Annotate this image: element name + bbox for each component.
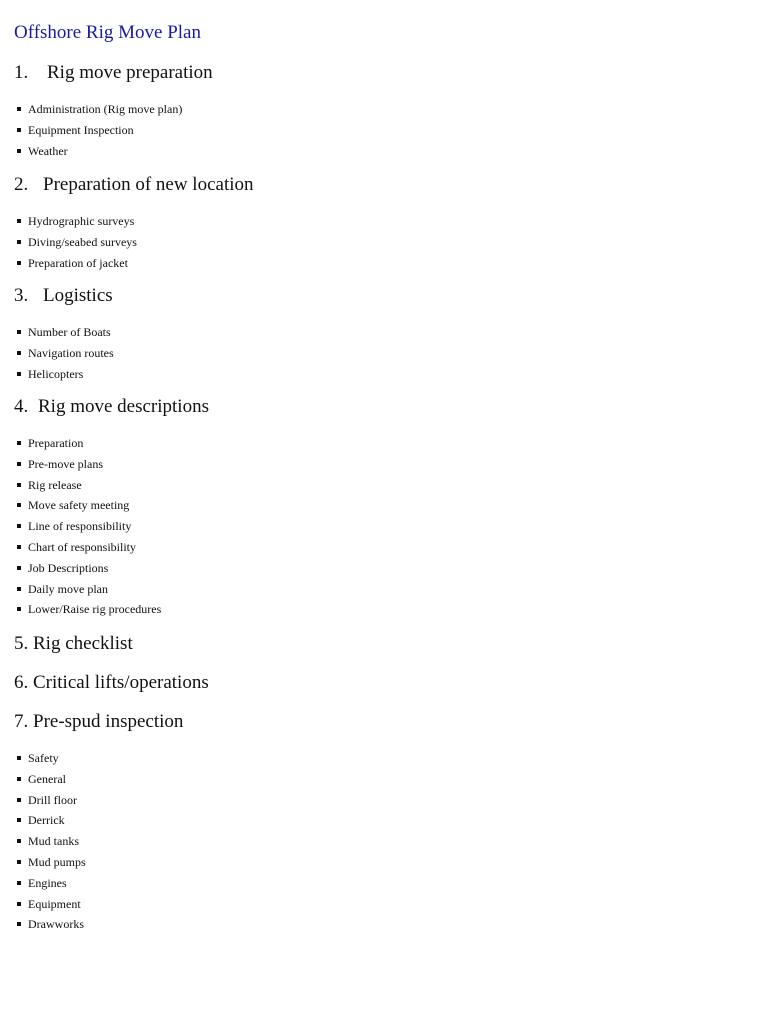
list-item-text: Preparation of jacket — [28, 255, 128, 270]
section-item-list — [14, 433, 161, 620]
list-item-text: Lower/Raise rig procedures — [28, 602, 162, 617]
list-item — [14, 810, 86, 831]
list-item-text: Move safety meeting — [28, 498, 130, 513]
list-item-text: Navigation routes — [28, 345, 114, 360]
list-item — [14, 433, 161, 454]
bullet-icon — [17, 777, 21, 781]
section-number: 7. — [14, 711, 29, 732]
section-number: 4. — [14, 396, 29, 417]
section-number: 1. — [14, 62, 29, 83]
section-heading — [14, 709, 183, 735]
list-item-text: Equipment — [28, 896, 81, 911]
bullet-icon — [17, 587, 21, 591]
bullet-icon — [17, 351, 21, 355]
section-heading — [14, 172, 254, 198]
bullet-icon — [17, 503, 21, 507]
section-title: Pre-spud inspection — [33, 711, 184, 732]
list-item-text: Weather — [28, 143, 68, 158]
list-item-text: Diving/seabed surveys — [28, 234, 137, 249]
list-item — [14, 343, 114, 364]
list-item-text: Hydrographic surveys — [28, 214, 135, 228]
list-item-text: Equipment Inspection — [28, 122, 134, 137]
list-item — [14, 253, 137, 274]
list-item — [14, 914, 86, 935]
list-item-text: General — [28, 771, 66, 786]
list-item-text: Derrick — [28, 813, 65, 828]
list-item-text: Drill floor — [28, 792, 77, 807]
bullet-icon — [17, 524, 21, 528]
bullet-icon — [17, 107, 21, 111]
bullet-icon — [17, 839, 21, 843]
list-item-text: Engines — [28, 875, 67, 890]
list-item — [14, 364, 114, 385]
section-number: 5. — [14, 633, 29, 654]
list-item — [14, 475, 161, 496]
section-heading — [14, 670, 209, 696]
section-item-list — [14, 322, 114, 384]
bullet-icon — [17, 881, 21, 885]
list-item-text: Pre-move plans — [28, 456, 103, 471]
bullet-icon — [17, 372, 21, 376]
bullet-icon — [17, 128, 21, 132]
section-heading — [14, 283, 113, 309]
section-title: Preparation of new location — [43, 174, 254, 195]
list-item — [14, 769, 86, 790]
list-item-text: Preparation — [28, 436, 84, 450]
bullet-icon — [17, 798, 21, 802]
bullet-icon — [17, 545, 21, 549]
list-item — [14, 579, 161, 600]
list-item — [14, 894, 86, 915]
bullet-icon — [17, 261, 21, 265]
bullet-icon — [17, 219, 21, 223]
list-item-text: Rig release — [28, 477, 82, 492]
bullet-icon — [17, 441, 21, 445]
section-heading — [14, 60, 213, 86]
list-item — [14, 516, 161, 537]
section-heading — [14, 631, 133, 657]
list-item — [14, 211, 137, 232]
list-item-text: Administration (Rig move plan) — [28, 102, 183, 116]
bullet-icon — [17, 149, 21, 153]
list-item — [14, 831, 86, 852]
page-title: Offshore Rig Move Plan — [14, 22, 201, 43]
list-item — [14, 599, 161, 620]
bullet-icon — [17, 860, 21, 864]
list-item — [14, 120, 182, 141]
list-item — [14, 232, 137, 253]
list-item-text: Drawworks — [28, 917, 84, 932]
list-item-text: Mud pumps — [28, 854, 86, 869]
section-heading — [14, 394, 209, 420]
list-item — [14, 790, 86, 811]
list-item-text: Daily move plan — [28, 581, 108, 596]
bullet-icon — [17, 462, 21, 466]
list-item — [14, 852, 86, 873]
section-item-list — [14, 99, 182, 161]
list-item-text: Safety — [28, 751, 59, 765]
section-title: Logistics — [43, 285, 113, 306]
bullet-icon — [17, 607, 21, 611]
list-item — [14, 322, 114, 343]
list-item — [14, 99, 182, 120]
list-item-text: Mud tanks — [28, 834, 79, 849]
list-item — [14, 141, 182, 162]
section-number: 6. — [14, 672, 29, 693]
list-item-text: Helicopters — [28, 366, 84, 381]
section-item-list — [14, 748, 86, 935]
list-item-text: Line of responsibility — [28, 519, 132, 534]
list-item — [14, 537, 161, 558]
bullet-icon — [17, 902, 21, 906]
list-item — [14, 748, 86, 769]
section-number: 3. — [14, 285, 29, 306]
section-title: Rig checklist — [33, 633, 133, 654]
bullet-icon — [17, 818, 21, 822]
section-item-list — [14, 211, 137, 273]
list-item — [14, 454, 161, 475]
list-item — [14, 495, 161, 516]
list-item-text: Job Descriptions — [28, 560, 109, 575]
section-title: Critical lifts/operations — [33, 672, 209, 693]
bullet-icon — [17, 240, 21, 244]
bullet-icon — [17, 330, 21, 334]
list-item — [14, 558, 161, 579]
section-title: Rig move descriptions — [38, 396, 209, 417]
list-item — [14, 873, 86, 894]
bullet-icon — [17, 922, 21, 926]
bullet-icon — [17, 566, 21, 570]
bullet-icon — [17, 483, 21, 487]
section-number: 2. — [14, 174, 29, 195]
list-item-text: Number of Boats — [28, 325, 111, 339]
bullet-icon — [17, 756, 21, 760]
list-item-text: Chart of responsibility — [28, 539, 136, 554]
section-title: Rig move preparation — [47, 62, 213, 83]
